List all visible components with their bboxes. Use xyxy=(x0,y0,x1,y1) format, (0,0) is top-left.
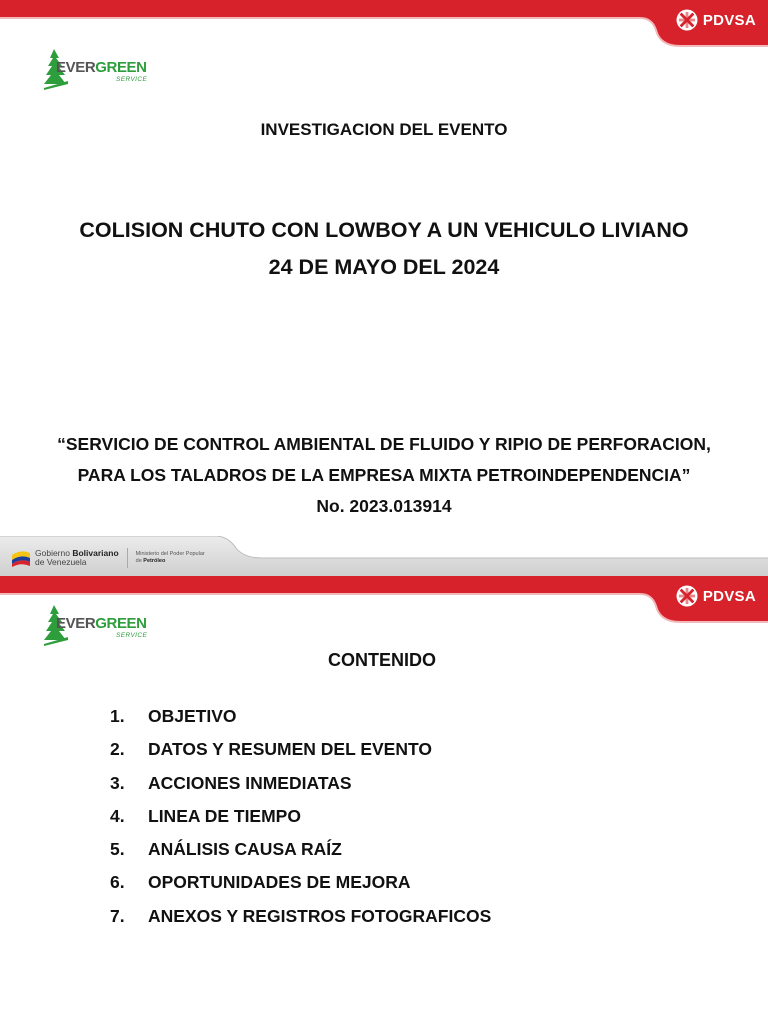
item-number: 5. xyxy=(110,839,125,860)
item-label: LINEA DE TIEMPO xyxy=(148,805,301,826)
event-title xyxy=(0,212,768,286)
contents-list xyxy=(110,706,491,939)
list-item xyxy=(110,839,491,872)
list-item xyxy=(110,773,491,806)
government-logo xyxy=(11,548,205,568)
item-label: ACCIONES INMEDIATAS xyxy=(148,772,352,793)
item-label: ANEXOS Y REGISTROS FOTOGRAFICOS xyxy=(148,905,492,926)
evergreen-logo xyxy=(42,604,156,646)
item-number: 6. xyxy=(110,872,125,893)
evergreen-service-text: SERVICE xyxy=(116,76,148,83)
item-label: DATOS Y RESUMEN DEL EVENTO xyxy=(148,739,432,760)
pdvsa-label: PDVSA xyxy=(702,11,756,29)
contents-slide xyxy=(0,576,768,1024)
event-date: 24 DE MAYO DEL 2024 xyxy=(268,255,500,279)
evergreen-logo xyxy=(42,48,156,90)
service-description xyxy=(0,429,768,522)
pdvsa-sun-icon xyxy=(676,585,698,607)
logo-divider xyxy=(127,548,128,568)
item-label: OPORTUNIDADES DE MEJORA xyxy=(148,872,411,893)
item-number: 1. xyxy=(110,706,125,726)
item-number: 2. xyxy=(110,739,125,760)
pdvsa-sun-icon xyxy=(676,9,698,31)
pdvsa-logo xyxy=(676,9,756,31)
item-label: ANÁLISIS CAUSA RAÍZ xyxy=(148,839,342,860)
event-title-line1: COLISION CHUTO CON LOWBOY A UN VEHICULO LIVIANO xyxy=(79,218,689,242)
item-number: 4. xyxy=(110,805,125,826)
list-item xyxy=(110,872,491,905)
item-number: 7. xyxy=(110,905,125,926)
list-item xyxy=(110,706,491,739)
list-item xyxy=(110,906,491,939)
service-line2: PARA LOS TALADROS DE LA EMPRESA MIXTA PETROINDEPENDENCIA” xyxy=(77,465,691,485)
evergreen-wordmark: EVERGREEN xyxy=(56,615,147,632)
top-red-bar xyxy=(0,0,768,48)
contract-number: No. 2023.013914 xyxy=(316,496,452,516)
item-number: 3. xyxy=(110,772,125,793)
pdvsa-logo xyxy=(676,585,756,607)
evergreen-service-text: SERVICE xyxy=(116,632,148,639)
ministry-name: Ministerio del Poder Popular de Petróleo xyxy=(135,551,205,564)
contents-heading: CONTENIDO xyxy=(328,650,436,670)
item-label: OBJETIVO xyxy=(148,706,237,726)
venezuela-flag-icon xyxy=(11,549,31,567)
government-name: Gobierno Bolivariano de Venezuela xyxy=(35,548,119,567)
subtitle: INVESTIGACION DEL EVENTO xyxy=(260,120,508,139)
service-line1: “SERVICIO DE CONTROL AMBIENTAL DE FLUIDO Y RIPIO DE PERFORACION, xyxy=(57,434,711,454)
pdvsa-label: PDVSA xyxy=(702,587,756,605)
evergreen-wordmark: EVERGREEN xyxy=(56,59,147,76)
list-item xyxy=(110,739,491,772)
list-item xyxy=(110,806,491,839)
